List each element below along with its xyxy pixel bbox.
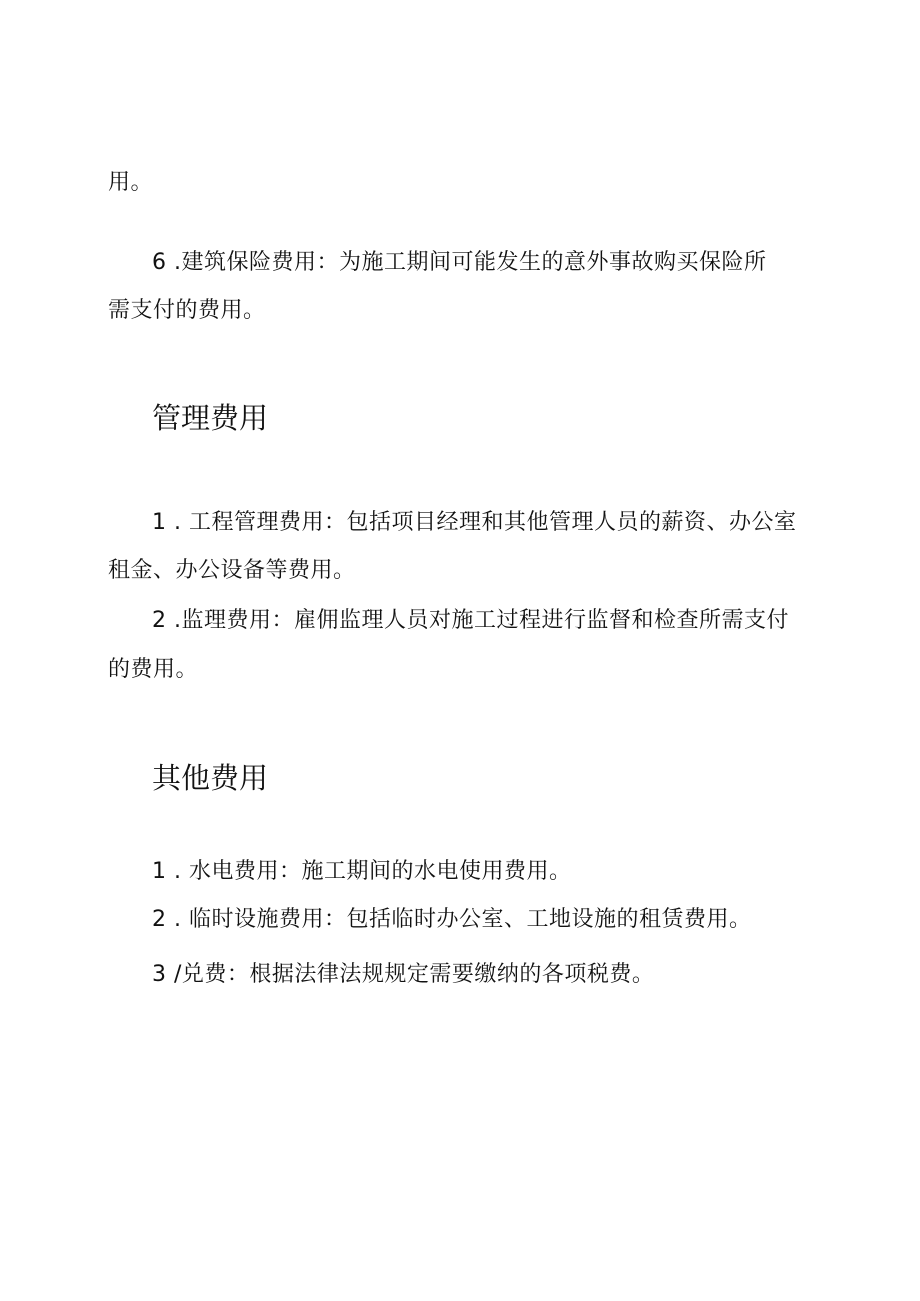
management-heading: 管理费用 xyxy=(152,401,269,435)
other-item-3: 3 /兑费：根据法律法规规定需要缴纳的各项税费。 xyxy=(152,962,655,987)
other-item-2: 2 . 临时设施费用：包括临时办公室、工地设施的租赁费用。 xyxy=(152,907,752,932)
other-heading: 其他费用 xyxy=(152,761,269,795)
insurance-item-line-2: 需支付的费用。 xyxy=(108,298,266,323)
insurance-item-line-1: 6 .建筑保险费用：为施工期间可能发生的意外事故购买保险所 xyxy=(152,250,767,275)
management-item-1-line-2: 租金、办公设备等费用。 xyxy=(108,558,356,583)
other-item-1: 1 . 水电费用：施工期间的水电使用费用。 xyxy=(152,859,572,884)
management-item-2-line-2: 的费用。 xyxy=(108,657,199,682)
management-item-1-line-1: 1 . 工程管理费用：包括项目经理和其他管理人员的薪资、办公室 xyxy=(152,510,797,535)
management-item-2-line-1: 2 .监理费用：雇佣监理人员对施工过程进行监督和检查所需支付 xyxy=(152,608,789,633)
paragraph-continuation: 用。 xyxy=(108,170,154,195)
